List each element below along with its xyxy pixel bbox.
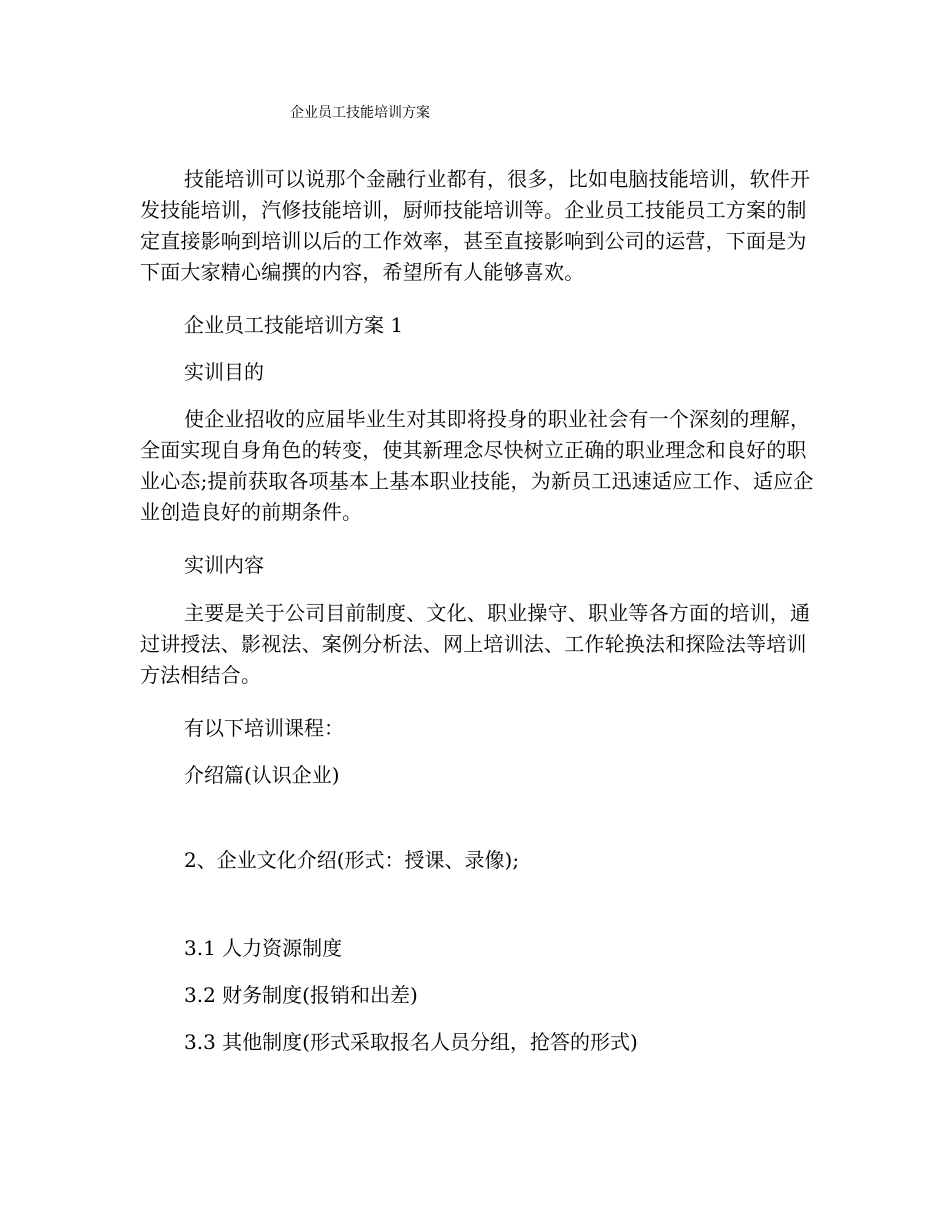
intro-chapter-heading: 介绍篇(认识企业) — [184, 763, 340, 787]
item-3-1: 3.1 人力资源制度 — [184, 936, 343, 960]
intro-paragraph: 技能培训可以说那个金融行业都有，很多，比如电脑技能培训，软件开发技能培训，汽修技能培训，厨师技能培训等。企业员工技能员工方案的制定直接影响到培训以后的工作效率，甚至直接影响到公司的运营，下面是为下面大家精心编撰的内容，希望所有人能够喜欢。 — [140, 167, 811, 284]
purpose-paragraph: 使企业招收的应届毕业生对其即将投身的职业社会有一个深刻的理解，全面实现自身角色的转变，使其新理念尽快树立正确的职业理念和良好的职业心态;提前获取各项基本上基本职业技能，为新员工迅速适应工作、适应企业创造良好的前期条件。 — [140, 407, 814, 524]
content-paragraph: 主要是关于公司目前制度、文化、职业操守、职业等各方面的培训，通过讲授法、影视法、案例分析法、网上培训法、工作轮换法和探险法等培训方法相结合。 — [140, 601, 811, 687]
section-title: 企业员工技能培训方案 1 — [184, 313, 404, 337]
culture-item: 2、企业文化介绍(形式：授课、录像); — [184, 848, 520, 872]
item-3-3: 3.3 其他制度(形式采取报名人员分组，抢答的形式) — [184, 1030, 638, 1054]
item-3-2: 3.2 财务制度(报销和出差) — [184, 983, 418, 1007]
purpose-heading: 实训目的 — [184, 360, 264, 384]
courses-intro: 有以下培训课程： — [184, 716, 344, 740]
content-heading: 实训内容 — [184, 553, 264, 577]
page-header: 企业员工技能培训方案 — [290, 105, 430, 121]
